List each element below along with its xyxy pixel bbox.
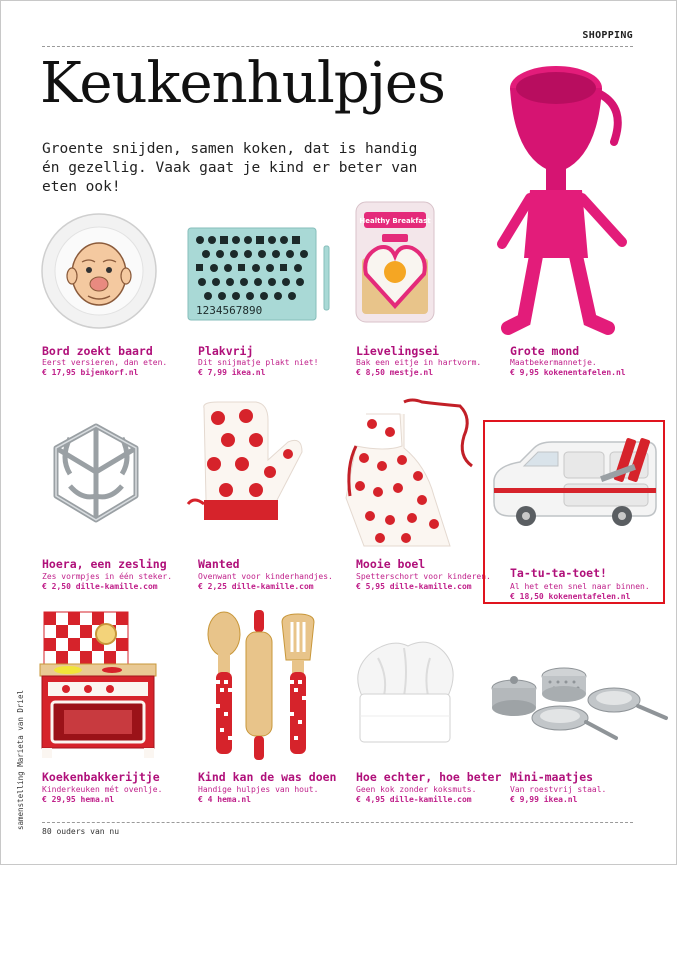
ambulance-plate-image[interactable]	[490, 436, 662, 528]
product-name[interactable]: Lievelingsei	[356, 344, 440, 358]
product-desc: Al het eten snel naar binnen.	[510, 582, 650, 591]
bottom-divider	[42, 822, 633, 823]
product-name[interactable]: Hoe echter, hoe beter	[356, 770, 502, 784]
plate-image[interactable]	[40, 212, 158, 330]
product-desc: Handige hulpjes van hout.	[198, 785, 319, 794]
product-desc: Van roestvrij staal.	[510, 785, 607, 794]
measuring-cup-man-image[interactable]	[496, 58, 636, 340]
product-price[interactable]: € 4 hema.nl	[198, 795, 251, 804]
apron-image[interactable]	[342, 396, 482, 548]
product-price[interactable]: € 2,25 dille-kamille.com	[198, 582, 314, 591]
pots-and-pans-image[interactable]	[490, 664, 670, 744]
product-name[interactable]: Ta-tu-ta-toet!	[510, 566, 607, 580]
product-desc: Dit snijmatje plakt niet!	[198, 358, 319, 367]
product-name[interactable]: Bord zoekt baard	[42, 344, 153, 358]
product-name[interactable]: Mini-maatjes	[510, 770, 594, 784]
product-desc: Geen kok zonder koksmuts.	[356, 785, 477, 794]
page-folio: 80 ouders van nu	[42, 827, 120, 836]
product-name[interactable]: Grote mond	[510, 344, 580, 358]
product-price[interactable]: € 8,50 mestje.nl	[356, 368, 434, 377]
credit-line: samenstelling Marieta van Driel	[16, 690, 25, 830]
product-desc: Zes vormpjes in één steker.	[42, 572, 173, 581]
product-price[interactable]: € 2,50 dille-kamille.com	[42, 582, 158, 591]
product-price[interactable]: € 9,99 ikea.nl	[510, 795, 578, 804]
product-price[interactable]: € 7,99 ikea.nl	[198, 368, 266, 377]
oven-mitt-image[interactable]	[184, 400, 314, 530]
product-price[interactable]: € 9,95 kokenentafelen.nl	[510, 368, 626, 377]
product-name[interactable]: Mooie boel	[356, 557, 426, 571]
product-price[interactable]: € 17,95 bijenkorf.nl	[42, 368, 139, 377]
product-desc: Ovenwant voor kinderhandjes.	[198, 572, 333, 581]
top-divider	[42, 46, 633, 47]
package-label: Healthy Breakfast	[359, 217, 431, 225]
product-name[interactable]: Plakvrij	[198, 344, 254, 358]
toy-kitchen-image[interactable]	[38, 608, 162, 760]
chef-hat-image[interactable]	[348, 636, 460, 748]
product-desc: Bak een eitje in hartvorm.	[356, 358, 482, 367]
section-label: SHOPPING	[582, 30, 633, 41]
heart-egg-mould-image[interactable]	[352, 198, 438, 326]
product-desc: Kinderkeuken mét ovenlje.	[42, 785, 163, 794]
product-desc: Spetterschort voor kinderen.	[356, 572, 491, 581]
product-name[interactable]: Wanted	[198, 557, 240, 571]
wooden-utensils-image[interactable]	[200, 608, 320, 764]
product-price[interactable]: € 29,95 hema.nl	[42, 795, 115, 804]
product-name[interactable]: Koekenbakkerijtje	[42, 770, 160, 784]
cutting-mat-image[interactable]	[186, 226, 336, 324]
product-price[interactable]: € 4,95 dille-kamille.com	[356, 795, 472, 804]
cookie-cutter-image[interactable]	[40, 418, 152, 530]
product-name[interactable]: Kind kan de was doen	[198, 770, 337, 784]
product-name[interactable]: Hoera, een zesling	[42, 557, 167, 571]
page-title: Keukenhulpjes	[40, 51, 445, 116]
product-price[interactable]: € 18,50 kokenentafelen.nl	[510, 592, 631, 601]
mat-digits: 1234567890	[196, 304, 263, 317]
product-price[interactable]: € 5,95 dille-kamille.com	[356, 582, 472, 591]
intro-text: Groente snijden, samen koken, dat is handig én gezellig. Vaak gaat je kind er beter van eten ook!	[42, 141, 418, 195]
product-desc: Maatbekermannetje.	[510, 358, 597, 367]
product-desc: Eerst versieren, dan eten.	[42, 358, 168, 367]
